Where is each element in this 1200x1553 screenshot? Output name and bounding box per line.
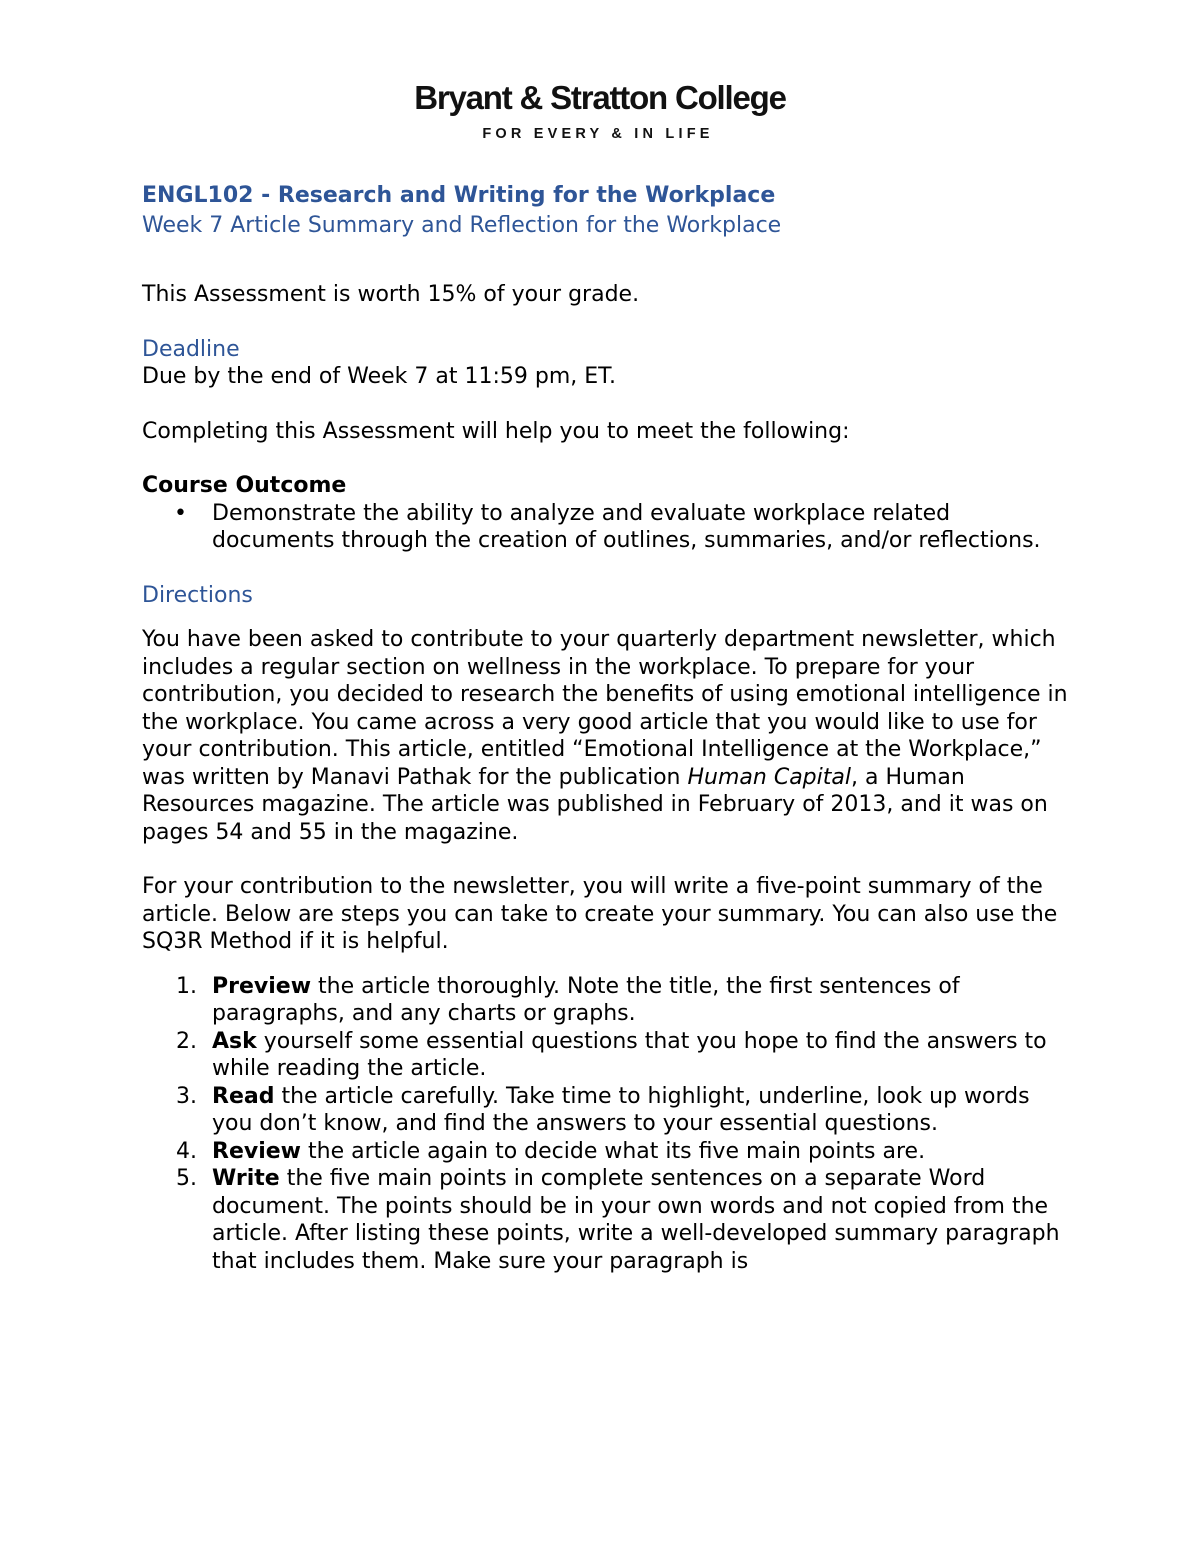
list-item (142, 500, 1072, 555)
step-text: yourself some essential questions that you hope to find the answers to while reading the article. (212, 1028, 1047, 1081)
list-item (142, 1165, 1072, 1275)
list-item (142, 973, 1072, 1028)
step-text: the article again to decide what its five main points are. (301, 1138, 926, 1164)
step-keyword: Read (212, 1083, 275, 1109)
deadline-heading: Deadline (142, 336, 240, 362)
step-number: 3. (176, 1083, 197, 1109)
course-outcome-heading: Course Outcome (142, 473, 347, 498)
completing-text: Completing this Assessment will help you to meet the following: (142, 418, 850, 444)
worth-text: This Assessment is worth 15% of your grade. (142, 282, 640, 307)
step-number: 4. (176, 1138, 197, 1164)
step-keyword: Write (212, 1166, 280, 1191)
assignment-title: Week 7 Article Summary and Reflection for the Workplace (142, 212, 782, 238)
bullet-icon: • (174, 500, 187, 526)
steps-list (142, 973, 1072, 1276)
list-item (142, 1083, 1072, 1138)
logo-tagline: FOR EVERY & IN LIFE (482, 126, 714, 142)
step-text: the article thoroughly. Note the title, the first sentences of paragraphs, and any charts or graphs. (212, 973, 960, 1026)
step-text: the five main points in complete sentences on a separate Word document. The points should be in your own words and not copied from the article. After listing these points, write a well-developed summary paragraph that includes them. Make sure your paragraph is (212, 1166, 1060, 1274)
document-body (142, 182, 1072, 1275)
directions-paragraph-1 (142, 626, 1072, 846)
step-number: 2. (176, 1028, 197, 1054)
course-title: ENGL102 - Research and Writing for the Workplace (142, 183, 776, 208)
list-item (142, 1028, 1072, 1083)
step-number: 1. (176, 973, 197, 999)
outcome-text: Demonstrate the ability to analyze and evaluate workplace related documents through the creation of outlines, summaries, and/or reflections. (212, 500, 1041, 553)
deadline-text: Due by the end of Week 7 at 11:59 pm, ET. (142, 364, 616, 389)
step-keyword: Preview (212, 973, 312, 999)
step-text: the article carefully. Take time to highlight, underline, look up words you don’t know, and find the answers to your essential questions. (212, 1083, 1030, 1136)
paragraph-text: You have been asked to contribute to your quarterly department newsletter, which includes a regular section on wellness in the workplace. To prepare for your contribution, you decided to research the benefits of using emotional intelligence in the workplace. You came across a very good article that you would like to use for your contribution. This article, entitled “Emotional Intelligence at the Workplace,” was written by Manavi Pathak for the publication (142, 627, 1068, 790)
course-outcome-list (142, 500, 1072, 555)
college-logo (0, 78, 1200, 144)
paragraph-text: , a Human Resources magazine. The article was published in February of 2013, and it was on pages 54 and 55 in the magazine. (142, 764, 1048, 845)
directions-paragraph-2: For your contribution to the newsletter, you will write a five-point summary of the article. Below are steps you can take to create your summary. You can also use the SQ3R Method if it is helpful. (142, 874, 1058, 954)
publication-name: Human Capital (687, 764, 851, 790)
step-keyword: Review (212, 1138, 301, 1164)
logo-name: Bryant & Stratton College (414, 79, 786, 116)
directions-heading: Directions (142, 582, 253, 608)
list-item (142, 1138, 1072, 1166)
step-keyword: Ask (212, 1028, 257, 1054)
step-number: 5. (176, 1166, 197, 1191)
